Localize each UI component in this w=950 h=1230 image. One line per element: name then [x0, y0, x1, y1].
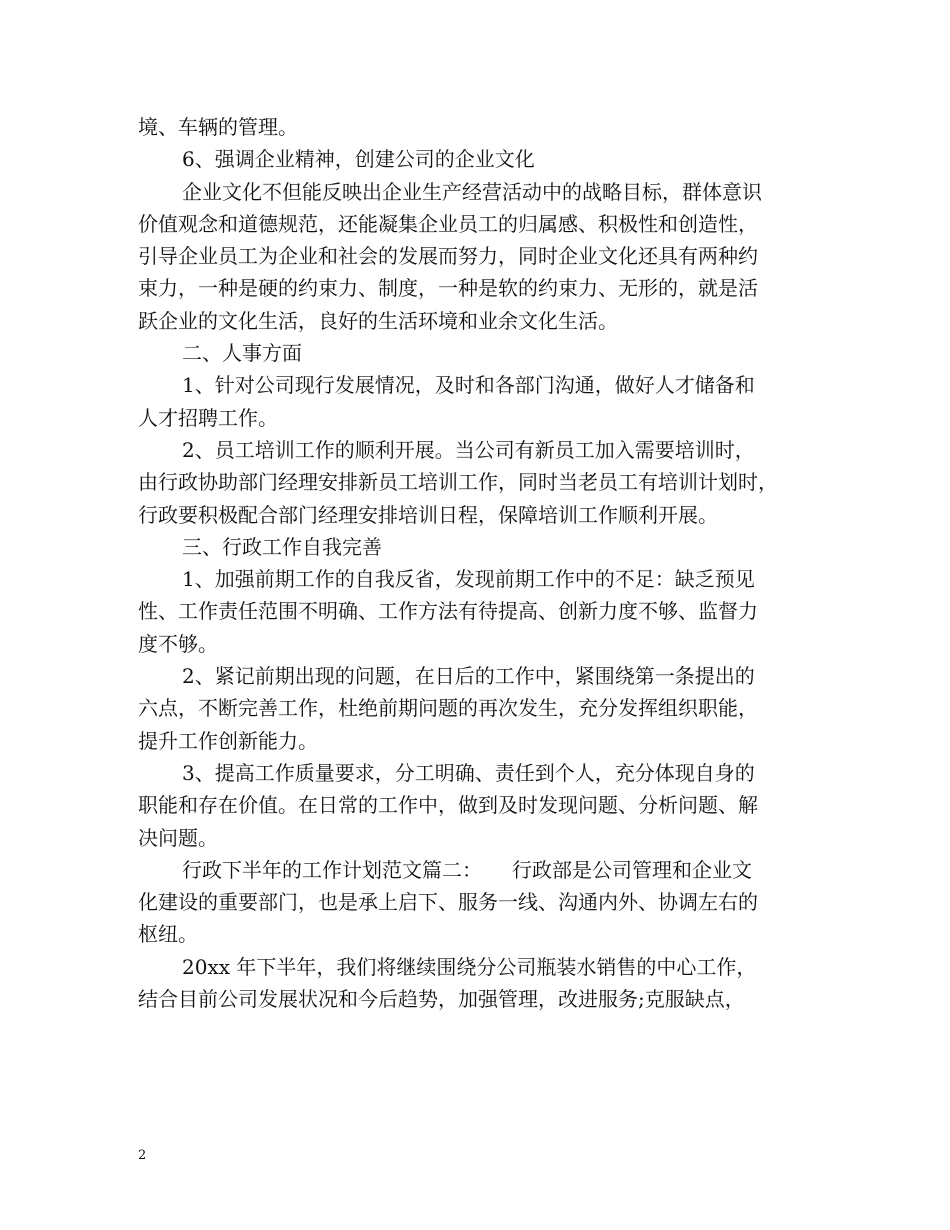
- page-number: 2: [138, 1148, 147, 1163]
- text-line: 3、提高工作质量要求，分工明确、责任到个人，充分体现自身的: [182, 760, 755, 785]
- text-line: 决问题。: [138, 825, 218, 850]
- text-line: 职能和存在价值。在日常的工作中，做到及时发现问题、分析问题、解: [138, 793, 758, 818]
- text-line: 境、车辆的管理。: [138, 115, 298, 139]
- text-line: 束力，一种是硬的约束力、制度，一种是软的约束力、无形的，就是活: [138, 276, 758, 301]
- text-line: 引导企业员工为企业和社会的发展而努力，同时企业文化还具有两种约: [138, 244, 758, 269]
- text-line: 企业文化不但能反映出企业生产经营活动中的战略目标，群体意识: [182, 179, 762, 204]
- text-line: 价值观念和道德规范，还能凝集企业员工的归属感、积极性和创造性，: [138, 211, 758, 236]
- section-heading: 6、强调企业精神，创建公司的企业文化: [182, 147, 535, 172]
- text-line: 行政下半年的工作计划范文篇二： 行政部是公司管理和企业文: [182, 857, 752, 882]
- section-heading: 二、人事方面: [182, 341, 302, 366]
- text-line: 性、工作责任范围不明确、工作方法有待提高、创新力度不够、监督力: [138, 599, 758, 624]
- text-line: 提升工作创新能力。: [138, 728, 318, 753]
- text-line: 1、针对公司现行发展情况，及时和各部门沟通，做好人才储备和: [182, 373, 755, 398]
- text-line: 度不够。: [138, 631, 218, 656]
- text-line: 行政要积极配合部门经理安排培训日程，保障培训工作顺利开展。: [138, 502, 718, 527]
- text-line: 由行政协助部门经理安排新员工培训工作，同时当老员工有培训计划时，: [138, 470, 778, 495]
- text-line: 跃企业的文化生活，良好的生活环境和业余文化生活。: [138, 308, 618, 333]
- text-line: 2、员工培训工作的顺利开展。当公司有新员工加入需要培训时，: [182, 437, 755, 462]
- section-heading: 三、行政工作自我完善: [182, 534, 382, 559]
- text-line: 枢纽。: [138, 922, 198, 947]
- text-line: 化建设的重要部门，也是承上启下、服务一线、沟通内外、协调左右的: [138, 890, 758, 915]
- text-line: 1、加强前期工作的自我反省，发现前期工作中的不足：缺乏预见: [182, 567, 755, 592]
- text-line: 2、紧记前期出现的问题，在日后的工作中，紧围绕第一条提出的: [182, 664, 755, 689]
- document-body: [138, 111, 818, 1015]
- text-line: 结合目前公司发展状况和今后趋势，加强管理，改进服务;克服缺点，: [138, 987, 745, 1012]
- text-line: 人才招聘工作。: [138, 405, 278, 430]
- text-line: 20xx 年下半年，我们将继续围绕分公司瓶装水销售的中心工作，: [182, 954, 757, 979]
- text-line: 六点，不断完善工作，杜绝前期问题的再次发生，充分发挥组织职能，: [138, 696, 758, 721]
